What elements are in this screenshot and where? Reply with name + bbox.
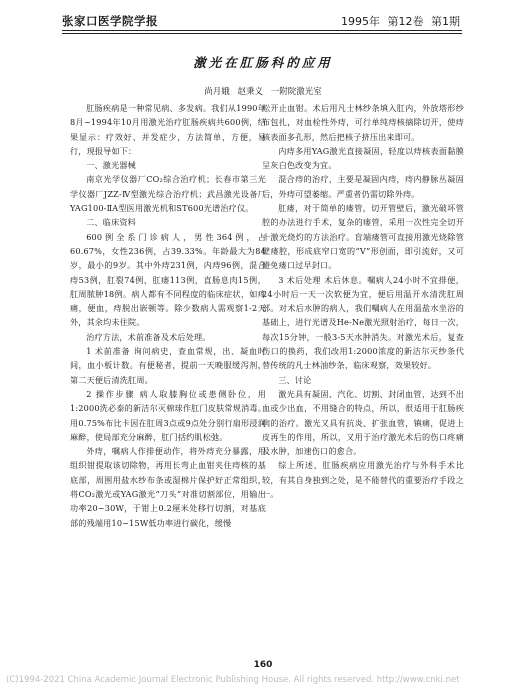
section-heading: 三、讨论 (278, 374, 312, 385)
paragraph: 600例全系门诊病人，男性364例，占60.67%，女性236例，占39.33%。年龄最大为84岁，最小的9岁。其中外痔231例，内痔96例，混合痔53例，肛裂74例，肛瘘113例，直肠息肉15例，肛周脓肿18例。病人都有不同程度的临床症状，如疼痛，便血，痔脱出嵌顿等。除少数病人需观察1-2天外，其余均未住院。 (70, 231, 266, 328)
copyright-footer: (C)1994-2021 China Academic Journal Electronic Publishing House. All rights reserved. http://www.cnki.net (6, 675, 460, 685)
journal-name: 张家口医学院学报 (62, 14, 158, 28)
article-title: 激光在肛肠科的应用 (193, 55, 333, 70)
paragraph: 松开止血钳。术后用凡士林纱条填入肛内，外放塔形纱布包扎，对血栓性外痔，可行单纯痔核摘除切开，使痔核表面多孔形，然后把核子挤压出来即可。 (262, 103, 464, 142)
volume-label: 第12卷 (387, 15, 424, 28)
section-heading: 二、临床资料 (86, 217, 136, 228)
paragraph: 3 术后处理 术后休息。嘱病人24小时不宜排便，24小时后一天一次软便为宜，便后用温开水清洗肛周部。对术后水肿的病人，我们嘱病人在用温盐水坐浴的基础上，进行光谱及He-Ne激光照射治疗，每日一次，每次15分钟，一般3-5天水肿消失。对激光术后，复查伤口的换药，我们改用1:2000浓度的新洁尔灭纱条代替传统的凡士林油纱条，临床观察，效果较好。 (262, 274, 464, 371)
paragraph: 2 操作步骤 病人取膝胸位或患侧卧位，用1:2000洗必泰的新洁尔灭棉球作肛门皮肤常规消毒。用0.75%布比卡因在肛周3点或9点处分别行扇形浸润麻醉，使局部充分麻醉，肛门括约肌松弛。 (70, 388, 266, 442)
page-number: 160 (253, 660, 273, 670)
paragraph: 综上所述，肛肠疾病应用激光治疗与外科手术比较，有其自身独到之处，是不能替代的重要治疗手段之一。 (262, 460, 464, 500)
paragraph: 外痔，嘱病人作排便动作，将外痔充分暴露，用组织钳提取该切除物，再用长弯止血钳夹住痔核的基底部，周围用盐水纱布条或湿棉片保护好正常组织，将CO₂激光或YAG激光“刀头”对准切割部位，用输出功率20~30W，于钳上0.2厘米处移行切割，对基底部的残端用10~15W低功率进行碳化，缓慢 (70, 446, 266, 528)
left-column (70, 101, 266, 530)
issue-info (337, 13, 460, 29)
article-authors: 尚月娥 赵秉义 一附院激光室 (204, 87, 322, 97)
paragraph: 混合痔的治疗，主要是凝固内痔，痔内静脉丛凝固后，外痔可望萎缩。严重者仍需切除外痔。 (262, 174, 464, 199)
header-rule (62, 30, 462, 31)
paragraph: 肛肠疾病是一种常见病、多发病。我们从1990年8月~1994年10月用激光治疗肛肠疾病共600例，结果显示：疗效好、并发症少，方法简单，方便，易行，现报导如下： (70, 103, 266, 156)
issue-label: 第1期 (431, 15, 460, 28)
right-column (262, 101, 464, 501)
paragraph: 1 术前准备 询问病史，查血常规，出、凝血时间，血小板计数。有便秘者，提前一天晚服缓泻剂，第二天便后清洗肛周。 (70, 346, 266, 385)
header-rule-thin (62, 33, 462, 34)
section-heading: 一、激光器械 (86, 160, 136, 171)
paragraph: 内痔多用YAG激光直接凝固，轻度以痔核表面黏膜呈灰白色改变为宜。 (262, 145, 464, 171)
paragraph: 南京光学仪器厂CO₂综合治疗机；长春市第三光学仪器厂JZZ-Ⅳ型激光综合治疗机；武昌激光设备厂YAG100-ⅡA型医用激光机和ST600光谱治疗仪。 (70, 174, 266, 214)
year-label: 1995年 (341, 15, 380, 28)
paragraph: 治疗方法，术前准备及术后处理。 (86, 331, 211, 342)
paragraph: 激光具有凝固、汽化、切割、封闭血管，达到不出血或少出血，不用缝合的特点，所以，很适用于肛肠疾病的治疗。激光又具有抗炎、扩张血管，镇痛，促进上皮再生的作用，所以，又用于治疗激光术后的伤口疼痛及水肿，加速伤口的愈合。 (262, 388, 464, 457)
paragraph: 肛瘘，对于简单的瘘管，切开管壁后，激光破坏管腔的办法进行手术，复杂的瘘管，采用一次性完全切开十激光烧灼的方法治疗。盲端瘘管可直接用激光烧除管壁瘘腔，形成底窄口宽的“V”形创面，即引流好，又可避免瘘口过早封口。 (262, 203, 464, 271)
